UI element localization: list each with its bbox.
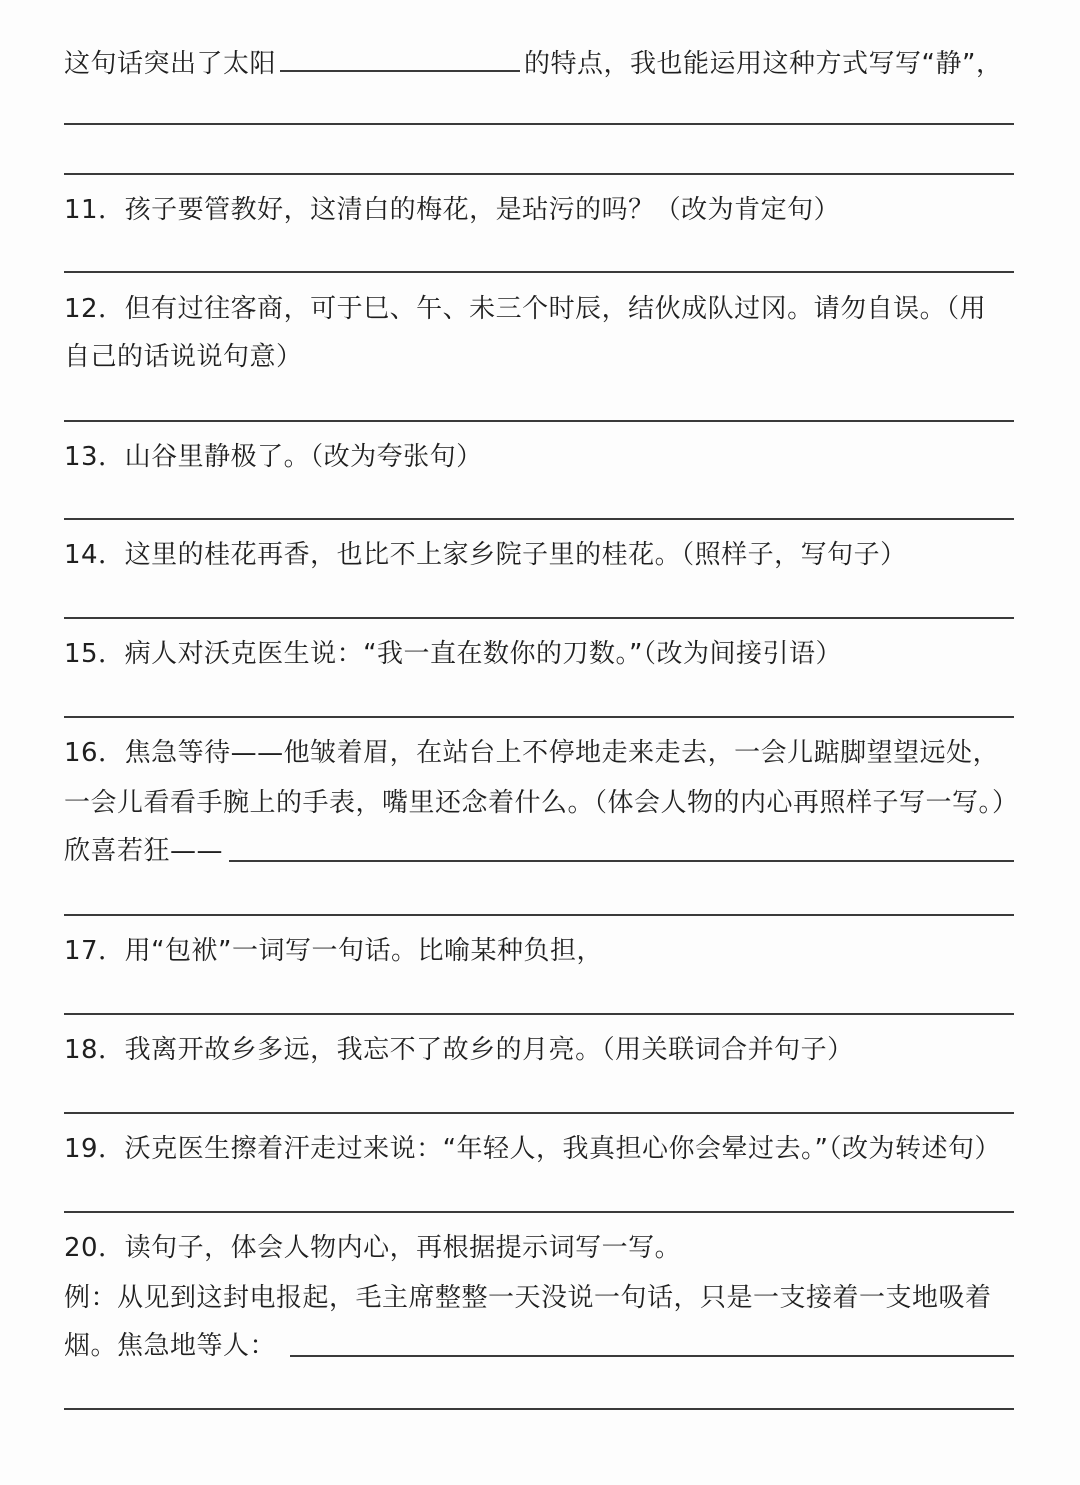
question-16-line-1: 16．焦急等待——他皱着眉，在站台上不停地走来走去，一会儿踮脚望望远处，: [64, 738, 1000, 768]
answer-line[interactable]: [64, 1112, 1014, 1114]
answer-line[interactable]: [64, 716, 1014, 718]
question-15: 15．病人对沃克医生说：“我一直在数你的刀数。”（改为间接引语）: [64, 639, 843, 669]
question-12-line-2: 自己的话说说句意）: [64, 342, 303, 372]
question-11: 11．孩子要管教好，这清白的梅花，是玷污的吗？（改为肯定句）: [64, 195, 841, 225]
answer-line[interactable]: [64, 1013, 1014, 1015]
answer-line[interactable]: [64, 1211, 1014, 1213]
question-16-answer-blank[interactable]: [229, 860, 1014, 862]
question-20-answer-blank[interactable]: [290, 1355, 1014, 1357]
question-14: 14．这里的桂花再香，也比不上家乡院子里的桂花。（照样子，写句子）: [64, 540, 907, 570]
intro-answer-blank[interactable]: [280, 44, 520, 72]
question-16-prompt-line: [64, 834, 1014, 868]
intro-line: [64, 44, 1002, 81]
answer-line[interactable]: [64, 420, 1014, 422]
question-16-line-2: 一会儿看看手腕上的手表，嘴里还念着什么。（体会人物的内心再照样子写一写。）: [64, 788, 1019, 818]
question-20-line-1: 20．读句子，体会人物内心，再根据提示词写一写。: [64, 1233, 682, 1263]
answer-line[interactable]: [64, 271, 1014, 273]
question-19: 19．沃克医生擦着汗走过来说：“年轻人，我真担心你会晕过去。”（改为转述句）: [64, 1134, 1002, 1164]
question-12-line-1: 12．但有过往客商，可于巳、午、未三个时辰，结伙成队过冈。请勿自误。（用: [64, 294, 987, 324]
question-13: 13．山谷里静极了。（改为夸张句）: [64, 442, 483, 472]
question-18: 18．我离开故乡多远，我忘不了故乡的月亮。（用关联词合并句子）: [64, 1035, 854, 1065]
question-16-prompt: 欣喜若狂——: [64, 836, 224, 866]
question-20-prompt-line: [64, 1329, 1014, 1363]
answer-line[interactable]: [64, 1408, 1014, 1410]
intro-text-before: 这句话突出了太阳: [64, 49, 277, 79]
answer-line[interactable]: [64, 617, 1014, 619]
answer-line[interactable]: [64, 173, 1014, 175]
question-20-prompt: 烟。焦急地等人：: [64, 1331, 277, 1361]
answer-line[interactable]: [64, 518, 1014, 520]
question-20-example: 例：从见到这封电报起，毛主席整整一天没说一句话，只是一支接着一支地吸着: [64, 1283, 992, 1313]
answer-line[interactable]: [64, 914, 1014, 916]
question-17: 17．用“包袱”一词写一句话。比喻某种负担，: [64, 936, 604, 966]
answer-line[interactable]: [64, 123, 1014, 125]
intro-text-after: 的特点，我也能运用这种方式写写“静”，: [524, 49, 1003, 79]
